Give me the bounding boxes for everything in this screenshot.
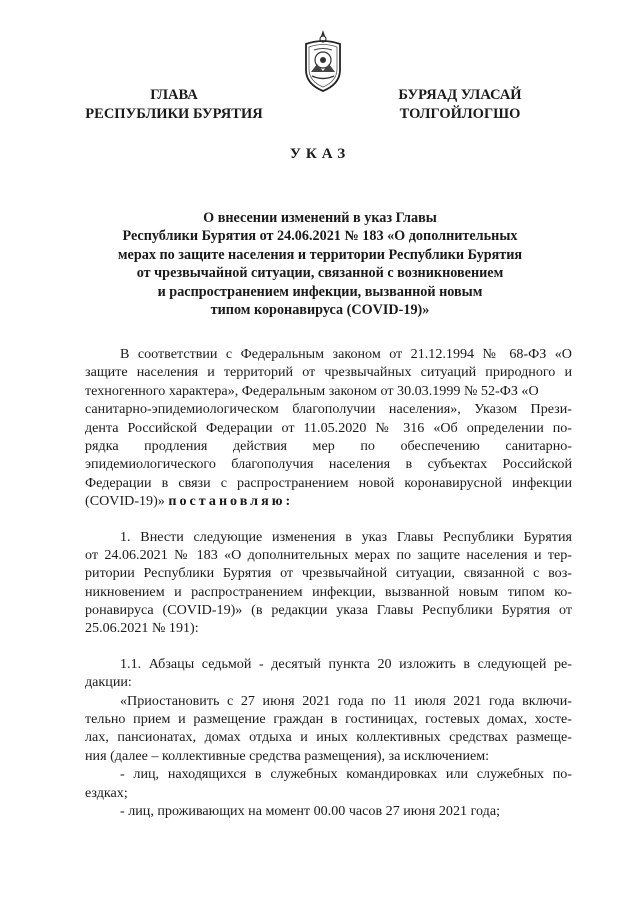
document-title: УКАЗ [289, 146, 351, 162]
text-line: - лиц, проживающих на момент 00.00 часов 27 июня 2021 года; [120, 802, 501, 819]
text-line: лах, пансионатах, домах отдыха и иных коллективных средствах размеще- [85, 729, 572, 746]
text-line: 1.1. Абзацы седьмой - десятый пункта 20 изложить в следующей ре- [120, 655, 572, 672]
subject-line: и распространением инфекции, вызванной новым [157, 283, 483, 300]
text-line: - лиц, находящихся в служебных командировках или служебных по- [120, 766, 572, 783]
coat-of-arms-emblem [301, 28, 345, 94]
text-line: эпидемиологического благополучия населения в субъектах Российской [85, 456, 572, 473]
subject-line: типом коронавируса (COVID-19)» [210, 302, 430, 319]
header-left [74, 86, 274, 124]
text-line: тельно прием и размещение граждан в гостиницах, гостевых домах, хосте- [85, 711, 572, 728]
text-line: ния (далее – коллективные средства размещения), за исключением: [85, 747, 490, 764]
subject-line: О внесении изменений в указ Главы [203, 210, 437, 226]
subject-line: мерах по защите населения и территории Республики Бурятия [117, 246, 523, 263]
text-line: 25.06.2021 № 191): [85, 620, 199, 637]
subject-line: от чрезвычайной ситуации, связанной с возникновением [136, 265, 504, 282]
header-right [360, 86, 560, 124]
decree-keyword: постановляю: [168, 493, 294, 510]
text-line: дента Российской Федерации от 11.05.2020 № 316 «Об определении по- [85, 419, 572, 436]
paragraph-exception-2 [85, 802, 572, 820]
paragraph-item-1 [85, 528, 572, 638]
text-line: В соответствии с Федеральным законом от 21.12.1994 № 68-ФЗ «О [120, 346, 572, 362]
text-line: техногенного характера», Федеральным законом от 30.03.1999 № 52-ФЗ «О [85, 382, 539, 399]
document-body [85, 345, 572, 820]
header-left-line1: ГЛАВА [150, 87, 198, 103]
text-line: ритории Республики Бурятия от чрезвычайной ситуации, связанной с воз- [85, 565, 572, 582]
header-right-line2: ТОЛГОЙЛОГШО [399, 106, 521, 122]
header-left-line2: РЕСПУБЛИКИ БУРЯТИЯ [85, 106, 263, 122]
paragraph-preamble [85, 345, 572, 511]
text-line: ездках; [85, 784, 128, 801]
text-line: защите населения и территорий от чрезвычайных ситуаций природного и [85, 364, 572, 381]
text-line: от 24.06.2021 № 183 «О дополнительных мерах по защите населения и тер- [85, 546, 572, 563]
text-fragment: (COVID-19)» [85, 493, 169, 510]
paragraph-item-1-1 [85, 655, 572, 692]
paragraph-exception-1 [85, 765, 572, 802]
text-line: санитарно-эпидемиологическом благополучии населения», Указом Прези- [85, 401, 572, 418]
header-right-line1: БУРЯАД УЛАСАЙ [398, 87, 522, 103]
subject-line: Республики Бурятия от 24.06.2021 № 183 «О дополнительных [122, 228, 518, 245]
document-subject [100, 209, 540, 319]
text-line [85, 492, 572, 510]
text-line: 1. Внести следующие изменения в указ Главы Республики Бурятия [120, 528, 572, 545]
text-line: «Приостановить с 27 июня 2021 года по 11 июля 2021 года включи- [120, 692, 572, 709]
text-line: дакции: [85, 674, 132, 691]
text-line: рядка продления действия мер по обеспечению санитарно- [85, 437, 572, 454]
paragraph-quote [85, 692, 572, 766]
text-line: ронавируса (COVID-19)» (в редакции указа Главы Республики Бурятия от [85, 602, 572, 619]
text-line: никновением и распространением инфекции, вызванной новым типом ко- [85, 583, 572, 600]
text-line: Федерации в связи с распространением новой коронавирусной инфекции [85, 474, 572, 491]
